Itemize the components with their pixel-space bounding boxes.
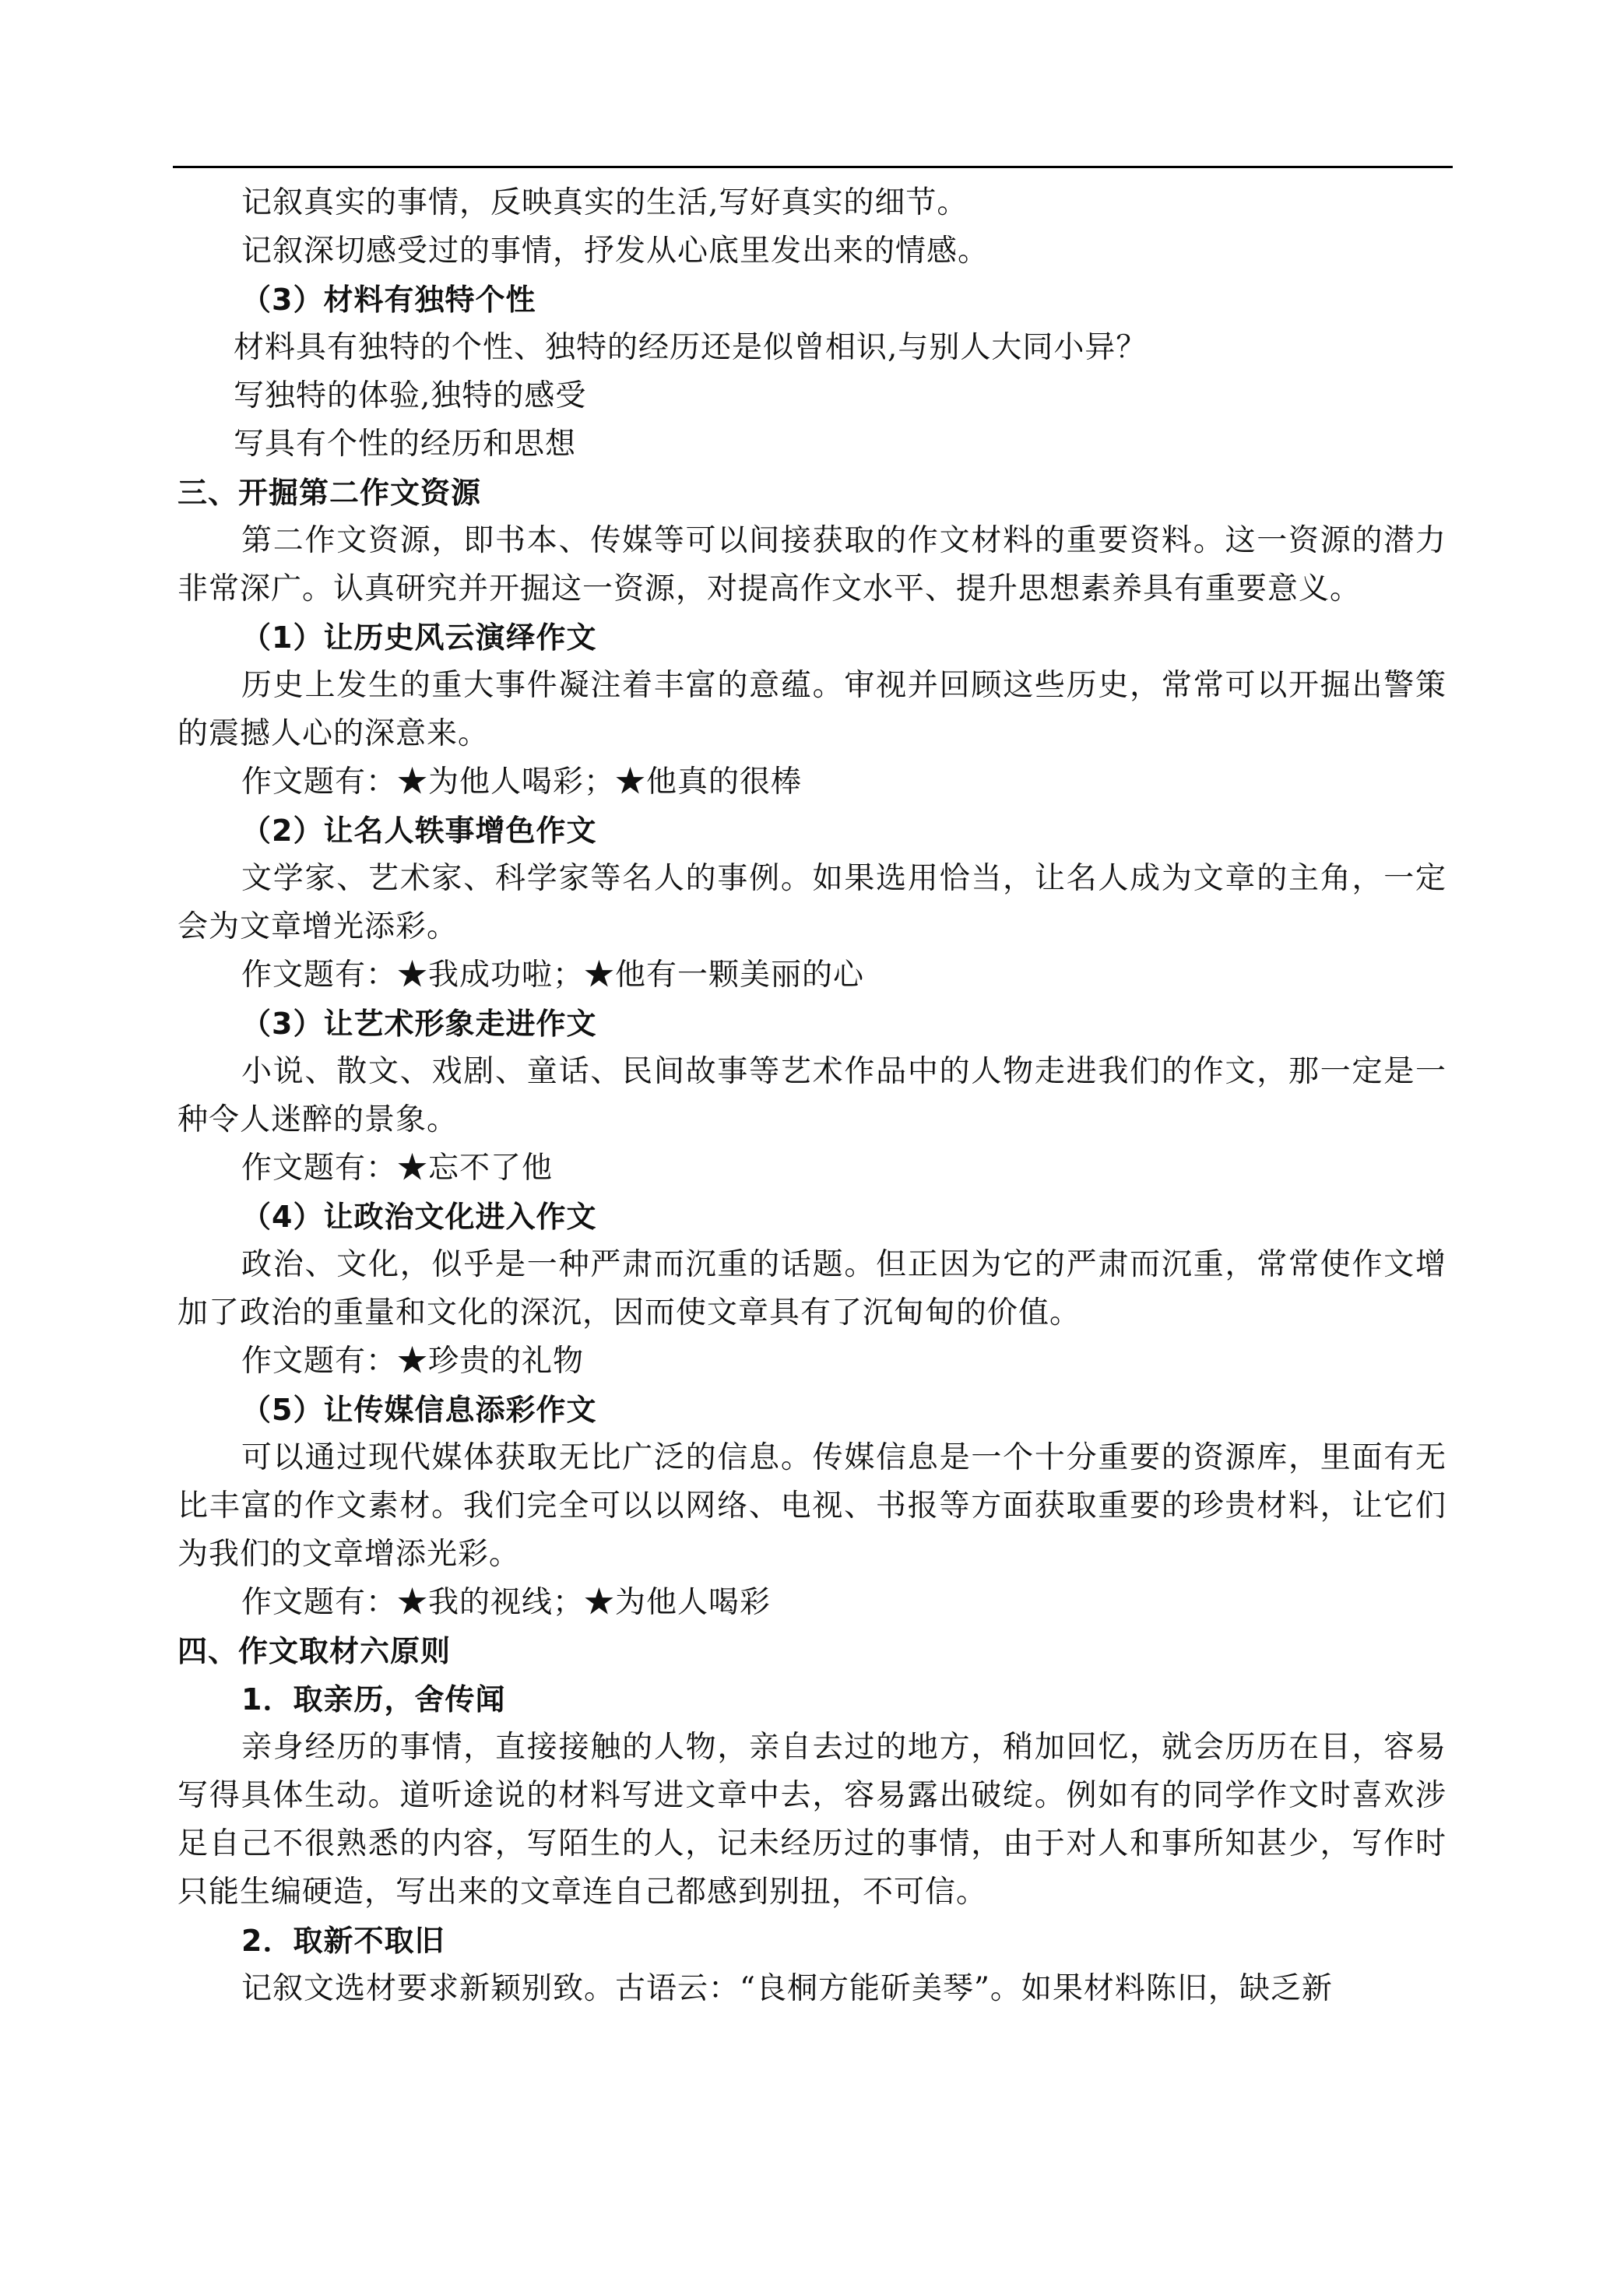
section-heading: 四、作文取材六原则	[178, 1634, 452, 1668]
subsection-heading: （1）让历史风云演绎作文	[241, 620, 597, 655]
subsection-heading: 1．取亲历，舍传闻	[241, 1682, 506, 1717]
subsection-heading: 2．取新不取旧	[241, 1924, 445, 1958]
paragraph: 记叙文选材要求新颖别致。古语云：“良桐方能斫美琴”。如果材料陈旧，缺乏新	[241, 1971, 1333, 2006]
essay-topics: 作文题有：★珍贵的礼物	[241, 1344, 585, 1379]
body-line: 记叙深切感受过的事情，抒发从心底里发出来的情感。	[241, 234, 990, 269]
paragraph: 小说、散文、戏剧、童话、民间故事等艺术作品中的人物走进我们的作文，那一定是一种令人迷醉的景象。	[178, 1054, 1446, 1137]
paragraph: 历史上发生的重大事件凝注着丰富的意蕴。审视并回顾这些历史，常常可以开掘出警策的震撼人心的深意来。	[178, 668, 1446, 751]
subsection-heading: （2）让名人轶事增色作文	[241, 814, 597, 848]
essay-topics: 作文题有：★忘不了他	[241, 1151, 554, 1186]
body-line: 写具有个性的经历和思想	[234, 427, 577, 462]
subsection-heading: （4）让政治文化进入作文	[241, 1200, 597, 1234]
body-line: 写独特的体验,独特的感受	[234, 378, 587, 413]
paragraph: 政治、文化，似乎是一种严肃而沉重的话题。但正因为它的严肃而沉重，常常使作文增加了政治的重量和文化的深沉，因而使文章具有了沉甸甸的价值。	[178, 1247, 1446, 1330]
body-line: 记叙真实的事情，反映真实的生活,写好真实的细节。	[241, 185, 968, 220]
essay-topics: 作文题有：★为他人喝彩；★他真的很棒	[241, 764, 803, 800]
header-rule	[173, 166, 1453, 168]
document-body	[178, 179, 1446, 2013]
essay-topics: 作文题有：★我的视线；★为他人喝彩	[241, 1585, 772, 1620]
paragraph: 文学家、艺术家、科学家等名人的事例。如果选用恰当，让名人成为文章的主角，一定会为文章增光添彩。	[178, 861, 1446, 944]
paragraph: 亲身经历的事情，直接接触的人物，亲自去过的地方，稍加回忆，就会历历在目，容易写得具体生动。道听途说的材料写进文章中去，容易露出破绽。例如有的同学作文时喜欢涉足自己不很熟悉的内容，写陌生的人，记未经历过的事情，由于对人和事所知甚少，写作时只能生编硬造，写出来的文章连自己都感到别扭，不可信。	[178, 1730, 1446, 1910]
essay-topics: 作文题有：★我成功啦；★他有一颗美丽的心	[241, 958, 865, 993]
section-heading: 三、开掘第二作文资源	[178, 476, 482, 510]
subsection-heading: （3）材料有独特个性	[241, 283, 536, 317]
paragraph: 第二作文资源，即书本、传媒等可以间接获取的作文材料的重要资料。这一资源的潜力非常深广。认真研究并开掘这一资源，对提高作文水平、提升思想素养具有重要意义。	[178, 523, 1446, 606]
paragraph: 可以通过现代媒体获取无比广泛的信息。传媒信息是一个十分重要的资源库，里面有无比丰富的作文素材。我们完全可以以网络、电视、书报等方面获取重要的珍贵材料，让它们为我们的文章增添光彩。	[178, 1440, 1446, 1572]
body-line: 材料具有独特的个性、独特的经历还是似曾相识,与别人大同小异？	[234, 330, 1148, 365]
subsection-heading: （5）让传媒信息添彩作文	[241, 1393, 597, 1427]
subsection-heading: （3）让艺术形象走进作文	[241, 1007, 597, 1041]
